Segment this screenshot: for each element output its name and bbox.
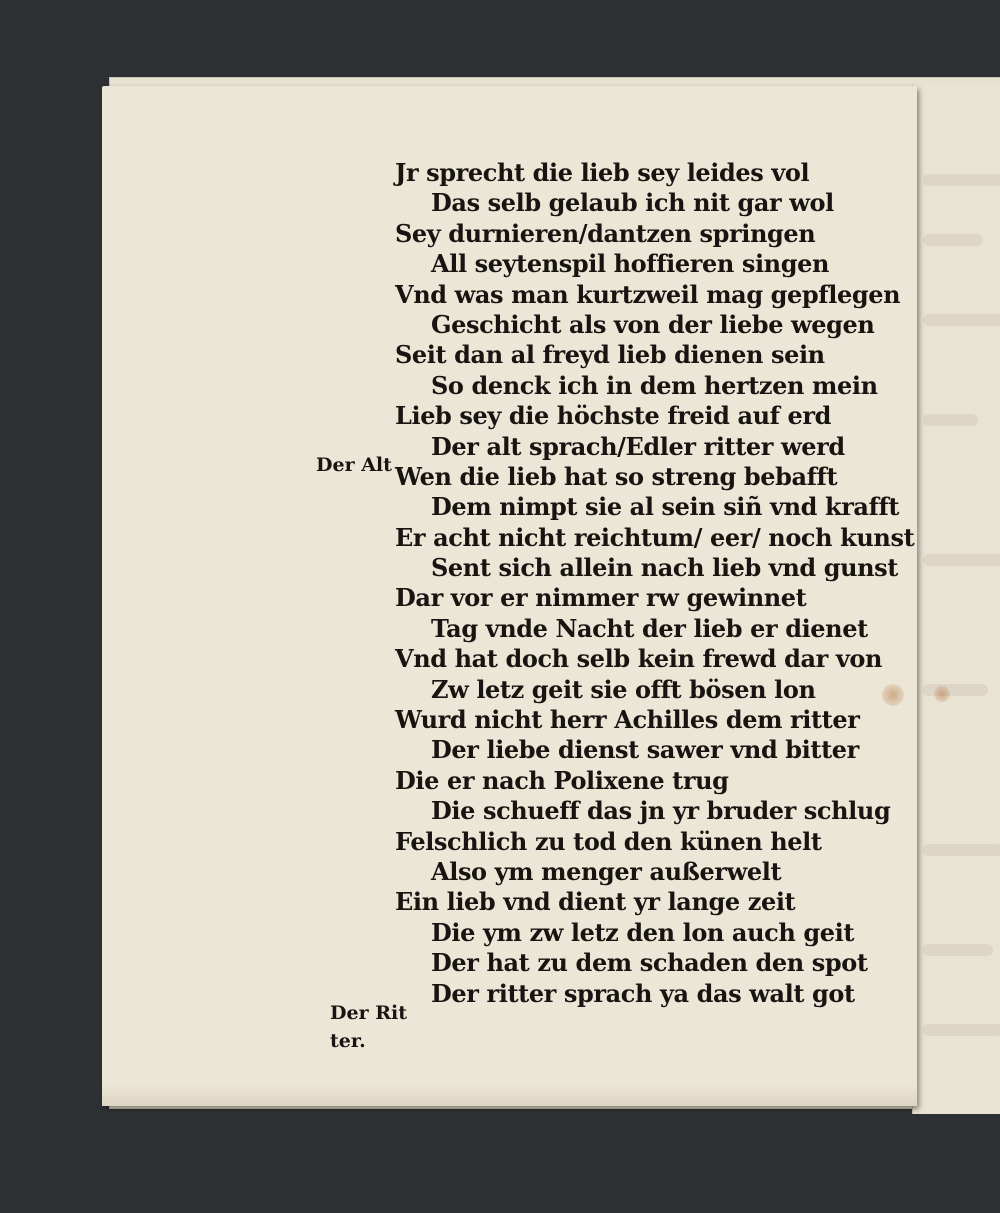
- verse-line: All seytenspil hoffieren singen: [431, 249, 830, 279]
- verse-line: Das selb gelaub ich nit gar wol: [431, 188, 834, 218]
- verse-line: Die er nach Polixene trug: [395, 765, 729, 795]
- verse-line: Sent sich allein nach lieb vnd gunst: [431, 553, 898, 583]
- verse-line: Sey durnieren/dantzen springen: [395, 218, 816, 248]
- speaker-label-der-alt: Der Alt: [316, 454, 392, 476]
- verse-line: Wurd nicht herr Achilles dem ritter: [395, 705, 860, 735]
- verse-line: Die ym zw letz den lon auch geit: [431, 917, 855, 947]
- verse-line: Der ritter sprach ya das walt got: [431, 978, 855, 1008]
- verse-line: Der liebe dienst sawer vnd bitter: [431, 735, 859, 765]
- speaker-label-der-ritter: Der Rit: [330, 1002, 407, 1024]
- verse-line: Vnd hat doch selb kein frewd dar von: [395, 644, 883, 674]
- verse-line: Zw letz geit sie offt bösen lon: [431, 674, 816, 704]
- verse-line: Wen die lieb hat so streng bebafft: [395, 461, 838, 491]
- verse-line: Also ym menger außerwelt: [431, 856, 782, 886]
- verse-line: Er acht nicht reichtum/ eer/ noch kunst: [395, 522, 915, 552]
- verse-line: Dem nimpt sie al sein siñ vnd krafft: [431, 492, 900, 522]
- speaker-label-der-ritter-cont: ter.: [330, 1030, 366, 1052]
- verse-line: Ein lieb vnd dient yr lange zeit: [395, 887, 796, 917]
- verse-line: Der alt sprach/Edler ritter werd: [431, 431, 845, 461]
- verse-line: Die schueff das jn yr bruder schlug: [431, 796, 891, 826]
- verse-line: Vnd was man kurtzweil mag gepflegen: [395, 279, 901, 309]
- foxing-stain: [934, 686, 950, 702]
- verse-line: Tag vnde Nacht der lieb er dienet: [431, 613, 868, 643]
- verse-line: Felschlich zu tod den künen helt: [395, 826, 822, 856]
- verse-line: So denck ich in dem hertzen mein: [431, 370, 878, 400]
- verse-line: Seit dan al freyd lieb dienen sein: [395, 340, 825, 370]
- facing-page-edge: [912, 84, 1000, 1114]
- verse-line: Geschicht als von der liebe wegen: [431, 309, 875, 339]
- verse-line: Dar vor er nimmer rw gewinnet: [395, 583, 807, 613]
- verse-line: Lieb sey die höchste freid auf erd: [395, 401, 832, 431]
- verse-text-block: [395, 158, 914, 1009]
- verse-line: Jr sprecht die lieb sey leides vol: [395, 158, 810, 187]
- verse-line: Der hat zu dem schaden den spot: [431, 948, 868, 978]
